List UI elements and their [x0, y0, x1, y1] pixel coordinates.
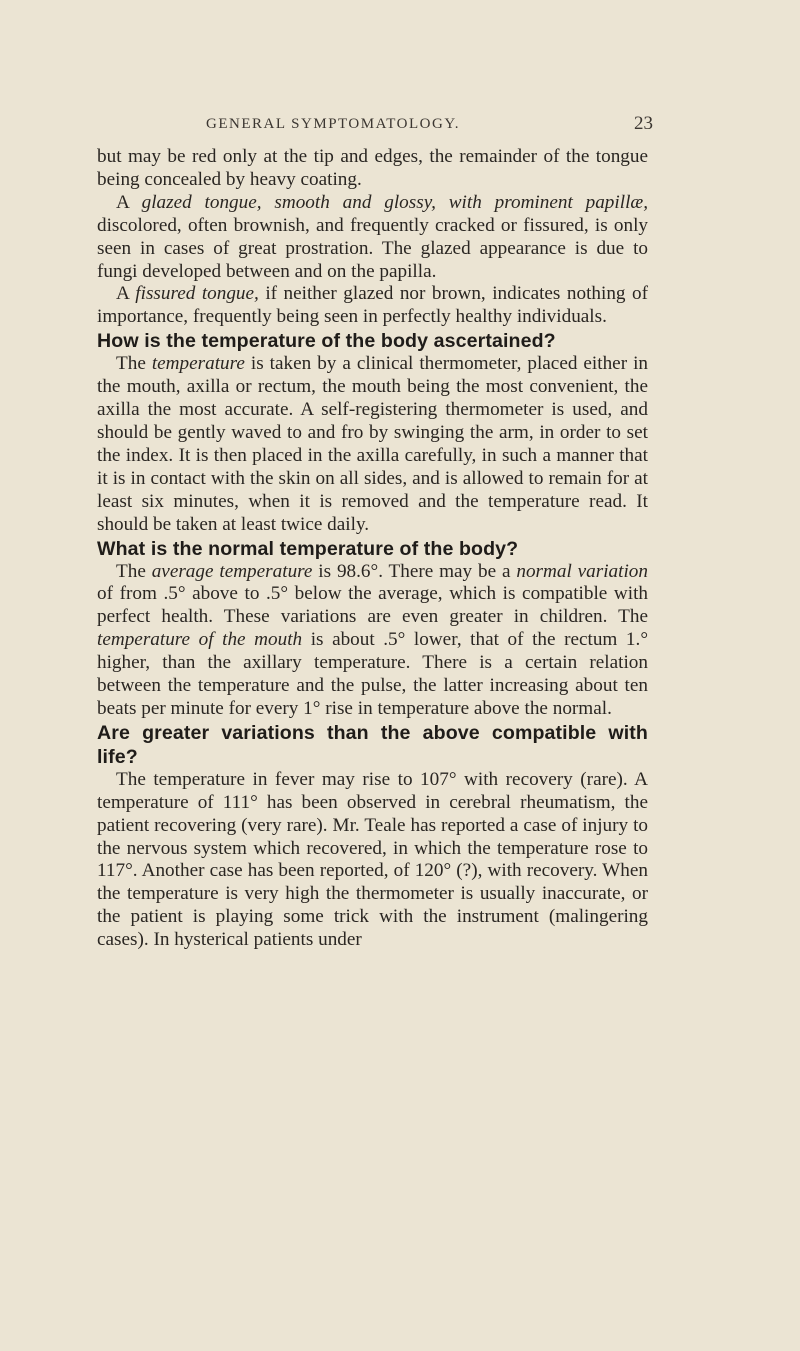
question-heading: How is the temperature of the body ascertained?: [97, 330, 556, 353]
paragraph-glazed-tongue: [97, 192, 648, 284]
italic-term: average temperature: [151, 560, 313, 582]
italic-term: glazed tongue, smooth and glossy, with prominent papillæ,: [141, 191, 648, 213]
text-run: A: [116, 283, 136, 305]
text-run: is taken by a clinical thermometer, placed either in the mouth, axilla or rectum, the mouth being the most convenient, the axilla the most accurate. A self-registering thermometer is used, and should be gently waved to and fro by swinging the arm, in order to set the index. It is then placed in the axilla carefully, in such a manner that it is in contact with the skin on all sides, and is allowed to remain for at least six minutes, when it is removed and the temperature read. It should be taken at least twice daily.: [97, 353, 648, 535]
question-heading: What is the normal temperature of the body?: [97, 537, 519, 560]
text-run: if neither glazed nor brown, indicates nothing of importance, frequently being seen in perfectly healthy individuals.: [97, 283, 648, 328]
paragraph-extreme-temperatures: The temperature in fever may rise to 107° with recovery (rare). A temperature of 111° has been observed in cerebral rheumatism, the patient recovering (very rare). Mr. Teale has reported a case of injury to the nervous system which recovered, in which the temperature rose to 117°. Another case has been reported, of 120° (?), with recovery. When the temperature is very high the thermometer is usually inaccurate, or the patient is playing some trick with the instrument (malingering cases). In hysterical patients under: [97, 768, 648, 951]
running-title: GENERAL SYMPTOMATOLOGY.: [206, 116, 460, 132]
page-number: 23: [634, 113, 653, 134]
italic-term: fissured tongue,: [135, 283, 259, 305]
text-run: The: [116, 353, 152, 375]
italic-term: normal variation: [516, 560, 648, 582]
body-text: [97, 146, 648, 952]
text-run: discolored, often brownish, and frequently cracked or fissured, is only seen in cases of great prostration. The glazed appearance is due to fungi developed between and on the papilla.: [97, 214, 648, 282]
text-run: A: [116, 191, 142, 213]
text-run: is about .5° lower, that of the rectum 1.° higher, than the axillary temperature. There is a certain relation between the temperature and the pulse, the latter increasing about ten beats per minute for every 1° rise in temperature above the normal.: [97, 629, 648, 719]
text-run: is 98.6°. There may be a: [312, 560, 517, 582]
paragraph-tongue-coating: but may be red only at the tip and edges, the remainder of the tongue being concealed by heavy coating.: [97, 146, 648, 190]
paragraph-normal-temperature: [97, 561, 648, 721]
italic-term: temperature: [151, 353, 245, 375]
text-run: of from .5° above to .5° below the average, which is compatible with perfect health. These variations are even greater in children. The: [97, 583, 648, 628]
text-run: The: [116, 560, 152, 582]
paragraph-temperature-method: [97, 353, 648, 536]
paragraph-fissured-tongue: [97, 283, 648, 329]
question-heading: Are greater variations than the above compatible with life?: [97, 721, 648, 768]
italic-term: temperature of the mouth: [97, 629, 303, 651]
running-header: [0, 113, 800, 138]
